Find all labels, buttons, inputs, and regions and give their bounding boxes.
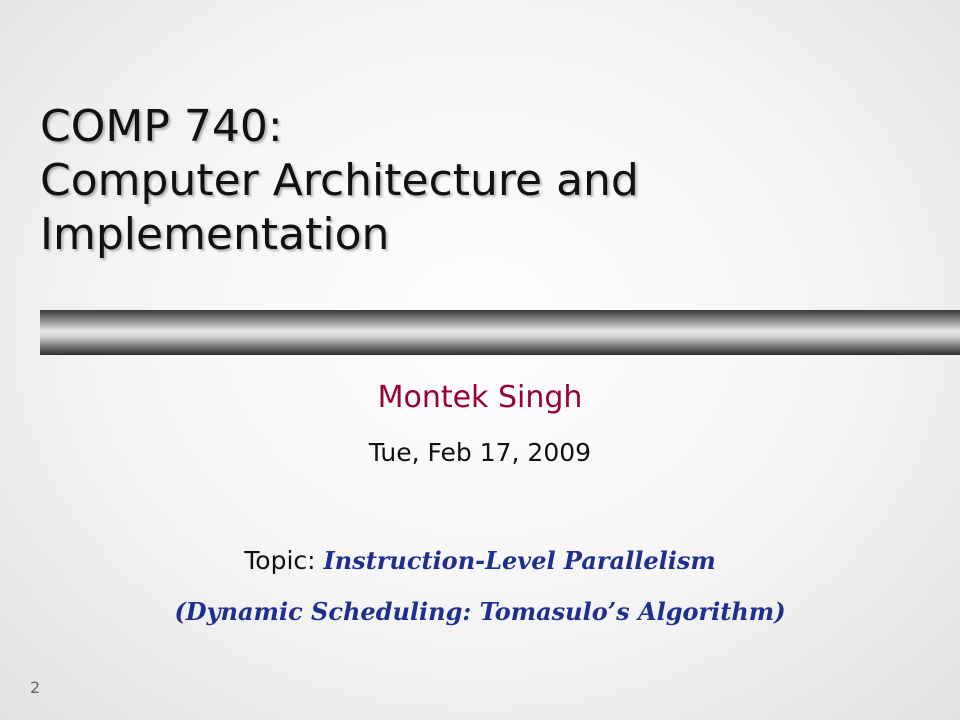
topic-label: Topic: <box>244 546 324 575</box>
topic-line <box>0 544 960 581</box>
title-course-code: COMP 740: <box>40 101 283 152</box>
title-course-name-cont: Implementation <box>40 209 390 260</box>
title-course-name: Computer Architecture and <box>40 155 639 206</box>
lecture-date: Tue, Feb 17, 2009 <box>368 438 592 467</box>
title-divider-bar <box>40 310 960 355</box>
topic-text: Instruction-Level Parallelism <box>323 546 716 575</box>
slide-number: 2 <box>30 678 41 697</box>
slide-title <box>40 100 920 262</box>
author-name: Montek Singh <box>377 380 583 415</box>
subtopic-text: (Dynamic Scheduling: Tomasulo’s Algorithm) <box>174 597 786 626</box>
